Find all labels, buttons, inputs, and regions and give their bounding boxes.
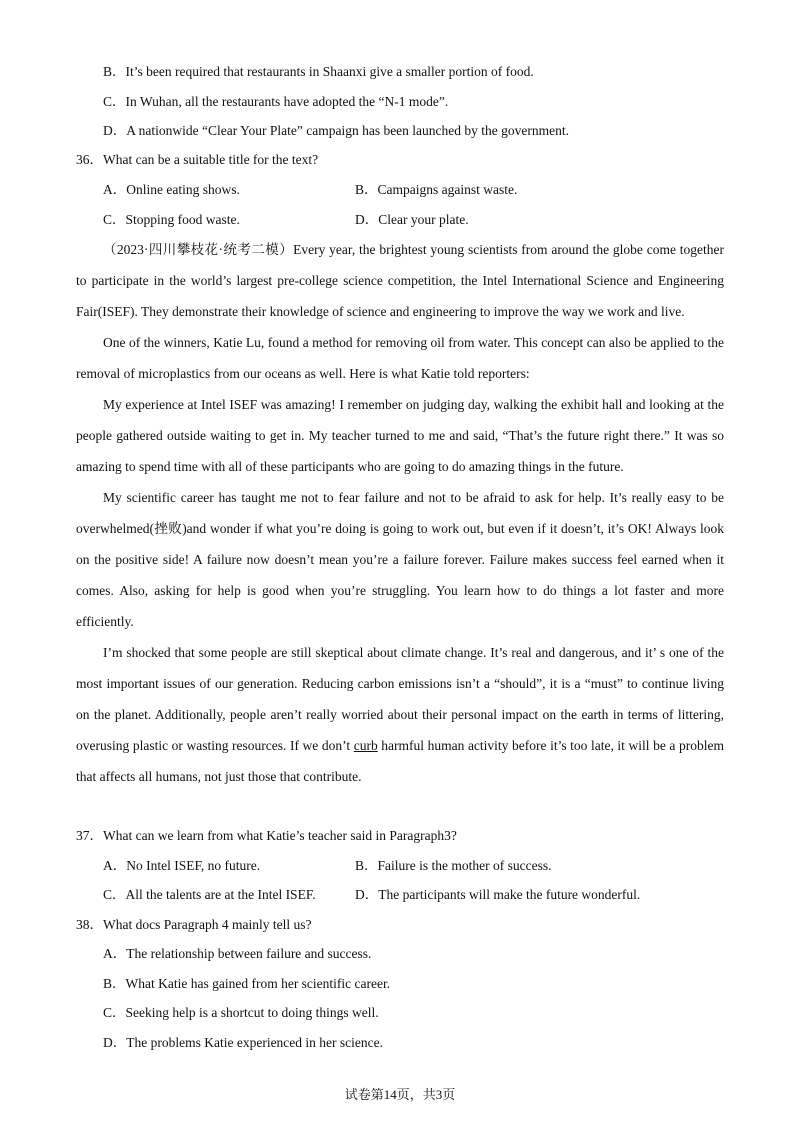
- q36-option-a: A．Online eating shows.: [103, 182, 240, 197]
- q37-option-b: B．Failure is the mother of success.: [355, 858, 552, 873]
- q37-option-d: D．The participants will make the future wonderful.: [355, 887, 641, 902]
- passage-paragraph-2: One of the winners, Katie Lu, found a method for removing oil from water. This concept can also be applied to the removal of microplastics from our oceans as well. Here is what Katie told reporters:: [76, 335, 724, 381]
- reading-passage: [76, 234, 724, 792]
- q37-stem: 37．What can we learn from what Katie’s teacher said in Paragraph3?: [76, 828, 457, 843]
- q36-option-b: B．Campaigns against waste.: [355, 182, 518, 197]
- passage-source: （2023·四川攀枝花·统考二模）: [103, 242, 294, 257]
- q35-option-d: D．A nationwide “Clear Your Plate” campaign has been launched by the government.: [103, 123, 570, 138]
- passage-paragraph-5: I’m shocked that some people are still skeptical about climate change. It’s real and dangerous, and it’ s one of the most important issues of our generation. Reducing carbon emissions isn’t a “should”, it is a “must” to continue living on the planet. Additionally, people aren’t really worried about their personal impact on the earth in terms of littering, overusing plastic or wasting resources. If we don’t curb harmful human activity before it’s too late, it will be a problem that affects all humans, not just those that contribute.: [76, 645, 724, 784]
- q38-option-d: D．The problems Katie experienced in her science.: [103, 1035, 384, 1050]
- q35-option-b: B．It’s been required that restaurants in Shaanxi give a smaller portion of food.: [103, 64, 534, 79]
- underlined-word-curb: curb: [353, 738, 378, 753]
- passage-paragraph-3: My experience at Intel ISEF was amazing! I remember on judging day, walking the exhibit hall and looking at the people gathered outside waiting to get in. My teacher turned to me and said, “That’s the future right there.” It was so amazing to spend time with all of these participants who are going to do amazing things in the future.: [76, 397, 724, 474]
- passage-paragraph-1: （2023·四川攀枝花·统考二模）Every year, the brightest young scientists from around the globe come together to participate in the world’s largest pre-college science competition, the Intel International Science and Engineering Fair(ISEF). They demonstrate their knowledge of science and engineering to improve the way we work and live.: [76, 242, 724, 319]
- q36-stem: 36．What can be a suitable title for the text?: [76, 152, 319, 167]
- q38-stem: 38．What docs Paragraph 4 mainly tell us?: [76, 917, 312, 932]
- q36-option-c: C．Stopping food waste.: [103, 212, 240, 227]
- passage-paragraph-4: My scientific career has taught me not to fear failure and not to be afraid to ask for help. It’s really easy to be overwhelmed(挫败)and wonder if what you’re doing is going to work out, but even if it doesn’t, it’s OK! Always look on the positive side! A failure now doesn’t mean you’re a failure forever. Failure makes success feel earned when it comes. Also, asking for help is good when you’re struggling. You learn how to do things a lot faster and more efficiently.: [76, 490, 724, 629]
- q38-option-c: C．Seeking help is a shortcut to doing things well.: [103, 1005, 379, 1020]
- q38-option-a: A．The relationship between failure and success.: [103, 946, 372, 961]
- q36-option-d: D．Clear your plate.: [355, 212, 469, 227]
- q37-option-a: A．No Intel ISEF, no future.: [103, 858, 261, 873]
- q35-option-c: C．In Wuhan, all the restaurants have adopted the “N-1 mode”.: [103, 94, 449, 109]
- q37-option-c: C．All the talents are at the Intel ISEF.: [103, 887, 316, 902]
- q38-option-b: B．What Katie has gained from her scientific career.: [103, 976, 391, 991]
- page-footer: 试卷第14页，共3页: [344, 1087, 456, 1102]
